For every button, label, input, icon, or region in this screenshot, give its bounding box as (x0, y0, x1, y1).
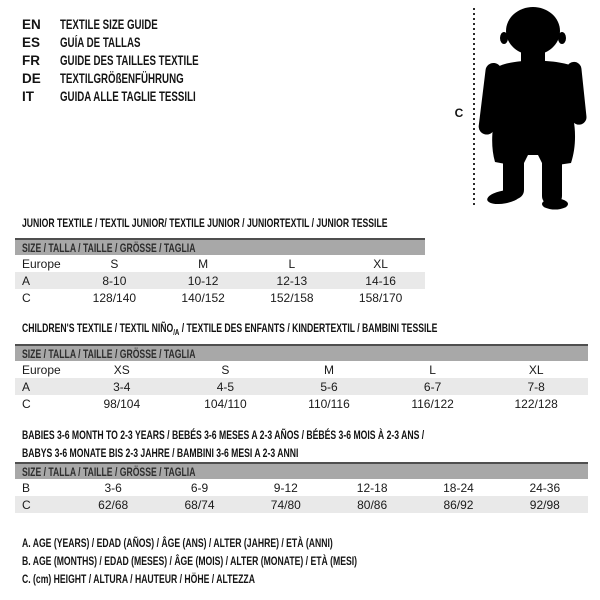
lang-code-de: DE (22, 70, 41, 86)
size-cell: XL (528, 362, 544, 377)
row-label: A (22, 273, 31, 288)
age-cell: 4-5 (216, 379, 235, 394)
children-title-post: / TEXTILE DES ENFANTS / KINDERTEXTIL / BAMBINI TESSILE (179, 321, 438, 335)
height-cell: 86/92 (443, 497, 474, 512)
age-cell: 3-6 (104, 480, 122, 495)
age-cell: 3-4 (113, 379, 131, 394)
lang-row-it (22, 87, 253, 105)
lang-row-en (22, 15, 253, 33)
size-header-label: SIZE / TALLA / TAILLE / GRÖSSE / TAGLIA (22, 346, 196, 361)
size-cell: L (288, 256, 296, 271)
height-cell: 68/74 (184, 497, 215, 512)
section-title-babies (22, 426, 581, 462)
lang-code-en: EN (22, 16, 41, 32)
footnote-b-text: B. AGE (MONTHS) / EDAD (MESES) / ÂGE (MOIS) / ALTER (MONATE) / ETÀ (MESI) (22, 554, 358, 568)
size-header-label: SIZE / TALLA / TAILLE / GRÖSSE / TAGLIA (22, 240, 196, 255)
height-cell: 122/128 (514, 396, 558, 411)
age-cell: 5-6 (320, 379, 338, 394)
language-title-list (22, 15, 253, 105)
babies-size-table (15, 462, 588, 513)
row-label: Europe (22, 362, 61, 377)
table-row (15, 289, 425, 306)
height-cell: 62/68 (98, 497, 129, 512)
footnote-a-text: A. AGE (YEARS) / EDAD (AÑOS) / ÂGE (ANS) / ALTER (JAHRE) / ETÀ (ANNI) (22, 536, 333, 550)
row-label: Europe (22, 256, 61, 271)
lang-row-fr (22, 51, 253, 69)
children-table-header-bar (15, 346, 588, 361)
height-cell: 152/158 (270, 290, 314, 305)
height-cell: 92/98 (529, 497, 560, 512)
babies-table-header-bar (15, 464, 588, 479)
row-label: B (22, 480, 31, 495)
size-cell: M (323, 362, 334, 377)
section-title-children-text (22, 321, 437, 336)
height-cell: 98/104 (103, 396, 141, 411)
table-row (15, 255, 425, 272)
size-header-label: SIZE / TALLA / TAILLE / GRÖSSE / TAGLIA (22, 464, 196, 479)
row-label: C (22, 497, 31, 512)
lang-code-it: IT (22, 88, 34, 104)
lang-title-es: GUÍA DE TALLAS (60, 34, 141, 50)
lang-row-es (22, 33, 253, 51)
table-row (15, 496, 588, 513)
table-row (15, 272, 425, 289)
children-size-table (15, 344, 588, 412)
dotted-measure-line (473, 8, 475, 205)
junior-size-table (15, 238, 425, 306)
footnote-c (22, 572, 346, 586)
lang-row-de (22, 69, 253, 87)
age-cell: 8-10 (102, 273, 127, 288)
height-cell: 128/140 (92, 290, 137, 305)
size-cell: S (221, 362, 230, 377)
section-title-junior (22, 216, 530, 230)
height-cell: 74/80 (270, 497, 301, 512)
section-title-children (22, 321, 599, 336)
lang-title-de: TEXTILGRÖßENFÜHRUNG (60, 70, 184, 86)
row-label: C (22, 290, 31, 305)
size-cell: S (110, 256, 119, 271)
size-cell: XL (373, 256, 388, 271)
height-cell: 110/116 (308, 396, 350, 411)
table-row (15, 395, 588, 412)
size-cell: L (429, 362, 436, 377)
age-cell: 7-8 (527, 379, 545, 394)
footnote-a (22, 536, 454, 550)
lang-title-en: TEXTILE SIZE GUIDE (60, 16, 158, 32)
lang-title-it: GUIDA ALLE TAGLIE TESSILI (60, 88, 196, 104)
age-cell: 24-36 (529, 480, 561, 495)
babies-title-line1: BABIES 3-6 MONTH TO 2-3 YEARS / BEBÉS 3-6 MESES A 2-3 AÑOS / BÉBÉS 3-6 MOIS À 2-3 ANS / (22, 428, 425, 442)
junior-table-header-bar (15, 240, 425, 255)
table-row (15, 378, 588, 395)
lang-code-fr: FR (22, 52, 40, 68)
table-row (15, 361, 588, 378)
footnote-c-text: C. (cm) HEIGHT / ALTURA / HAUTEUR / HÖHE / ALTEZZA (22, 572, 255, 586)
age-cell: 12-18 (356, 480, 388, 495)
age-cell: 14-16 (365, 273, 396, 288)
age-cell: 18-24 (443, 480, 474, 495)
age-cell: 6-7 (423, 379, 442, 394)
section-title-junior-text: JUNIOR TEXTILE / TEXTIL JUNIOR/ TEXTILE JUNIOR / JUNIORTEXTIL / JUNIOR TESSILE (22, 216, 388, 230)
height-cell: 104/110 (204, 396, 247, 411)
age-cell: 9-12 (273, 480, 298, 495)
height-cell: 116/122 (411, 396, 454, 411)
height-cell: 80/86 (357, 497, 388, 512)
measure-label-c: C (454, 106, 464, 120)
baby-silhouette-icon (478, 5, 596, 210)
age-cell: 12-13 (276, 273, 308, 288)
height-cell: 158/170 (358, 290, 403, 305)
height-cell: 140/152 (181, 290, 225, 305)
children-title-pre: CHILDREN'S TEXTILE / TEXTIL NIÑO (22, 321, 174, 335)
age-cell: 10-12 (187, 273, 219, 288)
size-cell: XS (113, 362, 130, 377)
table-row (15, 479, 588, 496)
size-cell: M (198, 256, 209, 271)
children-title-subscript: /A (173, 326, 180, 337)
lang-title-fr: GUIDE DES TAILLES TEXTILE (60, 52, 199, 68)
row-label: C (22, 396, 31, 411)
age-cell: 6-9 (190, 480, 209, 495)
row-label: A (22, 379, 31, 394)
babies-title-line2: BABYS 3-6 MONATE BIS 2-3 JAHRE / BAMBINI 3-6 MESI A 2-3 ANNI (22, 446, 299, 460)
footnote-b (22, 554, 487, 568)
lang-code-es: ES (22, 34, 41, 50)
